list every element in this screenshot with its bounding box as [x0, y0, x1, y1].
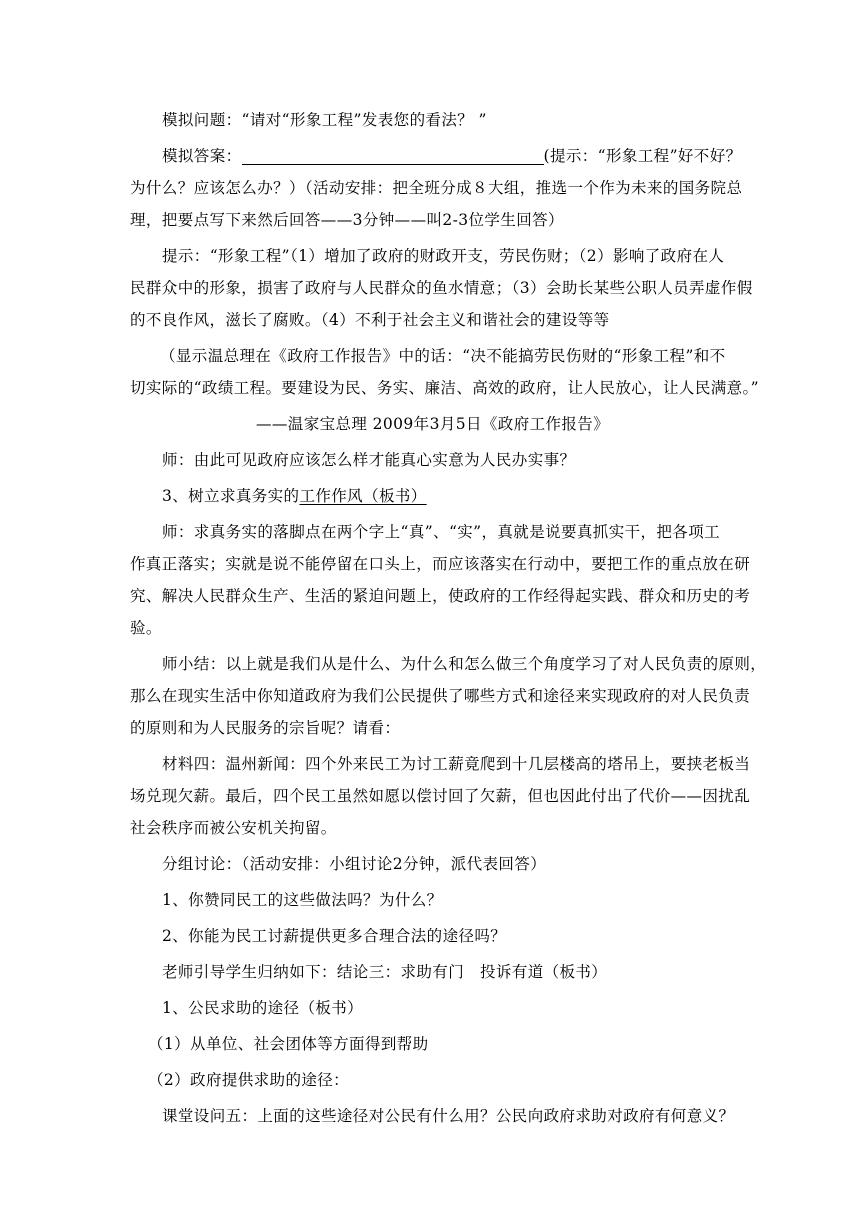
question-1-text: 1、你赞同民工的这些做法吗？为什么？ [162, 891, 443, 909]
hint-line2-row [130, 272, 753, 305]
teacher-question-text: 师：由此可见政府应该怎么样才能真心实意为人民办实事？ [162, 451, 576, 469]
teacher-explain-line1: 师：求真务实的落脚点在两个字上“真”、“实”，真就是说要真抓实干，把各项工 [162, 523, 720, 541]
quote-line1: （显示温总理在《政府工作报告》中的话：“决不能搞劳民伤财的“形象工程”和不 [160, 347, 726, 365]
summary-line2: 那么在现实生活中你知道政府为我们公民提供了哪些方式和途径来实现政府的对人民负责 [130, 687, 751, 705]
hint-line3-row [130, 304, 730, 337]
teacher-explain-row2 [130, 548, 751, 581]
summary-line3: 的原则和为人民服务的宗旨呢？请看： [130, 719, 401, 737]
mock-answer-line2 [130, 172, 743, 205]
teacher-explain-line3: 究、解决人民群众生产、生活的紧迫问题上，使政府的工作经得起实践、群众和历史的考 [130, 587, 751, 605]
teacher-explain-line4: 验。 [130, 619, 162, 637]
material4-line2: 场兑现欠薪。最后，四个民工虽然如愿以偿讨回了欠薪，但也因此付出了代价——因扰乱 [130, 787, 751, 805]
conclusion-three [130, 956, 762, 989]
teacher-summary-row2 [130, 680, 751, 713]
hint-line3: 的不良作风，滋长了腐败。（4）不利于社会主义和谐社会的建设等等 [130, 311, 610, 329]
answer-blank-line [242, 146, 544, 165]
item-1-text: 1、公民求助的途径（板书） [162, 999, 364, 1017]
teacher-summary [130, 648, 767, 681]
material4-line3: 社会秩序而被公安机关拘留。 [130, 819, 337, 837]
material-four [130, 748, 762, 781]
heading-3-underlined: 工作作风（板书） [299, 487, 427, 505]
material-four-row3 [130, 812, 730, 845]
mock-question-text: 模拟问题：“请对“形象工程”发表您的看法？ ” [162, 111, 487, 129]
group-discussion [130, 848, 762, 881]
item-1-2-text: （2）政府提供求助的途径： [148, 1071, 350, 1089]
group-discussion-text: 分组讨论：（活动安排：小组讨论2分钟，派代表回答） [162, 855, 547, 873]
teacher-explain-row3 [130, 580, 751, 613]
teacher-explain [130, 516, 762, 549]
item-1-1 [148, 1028, 748, 1061]
heading-3 [130, 480, 762, 513]
quote-line2-row [130, 372, 760, 405]
mock-answer [130, 140, 762, 173]
material4-line1: 材料四：温州新闻：四个外来民工为讨工薪竟爬到十几层楼高的塔吊上，要挟老板当 [162, 755, 751, 773]
hint-paragraph [130, 240, 762, 273]
mock-answer-label: 模拟答案： [162, 147, 242, 165]
material-four-row2 [130, 780, 751, 813]
teacher-question [130, 444, 762, 477]
class-question-five-text: 课堂设问五：上面的这些途径对公民有什么用？公民向政府求助对政府有何意义？ [162, 1107, 735, 1125]
quote-paragraph [160, 340, 760, 373]
question-1 [130, 884, 762, 917]
quote-source-text: ——温家宝总理 2009年3月5日《政府工作报告》 [256, 415, 610, 433]
teacher-summary-row3 [130, 712, 730, 745]
class-question-five [130, 1100, 762, 1133]
hint-line1: 提示：“形象工程”（1）增加了政府的财政开支，劳民伤财；（2）影响了政府在人 [162, 247, 725, 265]
mock-question [130, 104, 762, 137]
item-1-2 [148, 1064, 748, 1097]
mock-answer-hint: (提示：“形象工程”好不好？ [543, 147, 742, 165]
mock-answer-line3 [130, 204, 730, 237]
heading-3-prefix: 3、树立求真务实的 [162, 487, 300, 505]
teacher-explain-line2: 作真正落实；实就是说不能停留在口头上，而应该落实在行动中，要把工作的重点放在研 [130, 555, 751, 573]
mock-answer-line3-text: 理，把要点写下来然后回答——3分钟——叫2-3位学生回答） [130, 211, 564, 229]
question-2 [130, 920, 762, 953]
summary-line1: 师小结：以上就是我们从是什么、为什么和怎么做三个角度学习了对人民负责的原则， [162, 655, 767, 673]
hint-line2: 民群众中的形象，损害了政府与人民群众的鱼水情意；（3）会助长某些公职人员弄虚作假 [130, 279, 753, 297]
conclusion-three-text: 老师引导学生归纳如下：结论三：求助有门 投诉有道（板书） [162, 963, 608, 981]
mock-answer-line2-text: 为什么？应该怎么办？）（活动安排：把全班分成８大组，推选一个作为未来的国务院总 [130, 179, 743, 197]
teacher-explain-row4 [130, 612, 730, 645]
question-2-text: 2、你能为民工讨薪提供更多合理合法的途径吗？ [162, 927, 507, 945]
item-1 [130, 992, 762, 1025]
quote-line2: 切实际的“政绩工程。要建设为民、务实、廉洁、高效的政府，让人民放心，让人民满意。” [130, 379, 760, 397]
quote-source [256, 408, 856, 441]
item-1-1-text: （1）从单位、社会团体等方面得到帮助 [148, 1035, 429, 1053]
